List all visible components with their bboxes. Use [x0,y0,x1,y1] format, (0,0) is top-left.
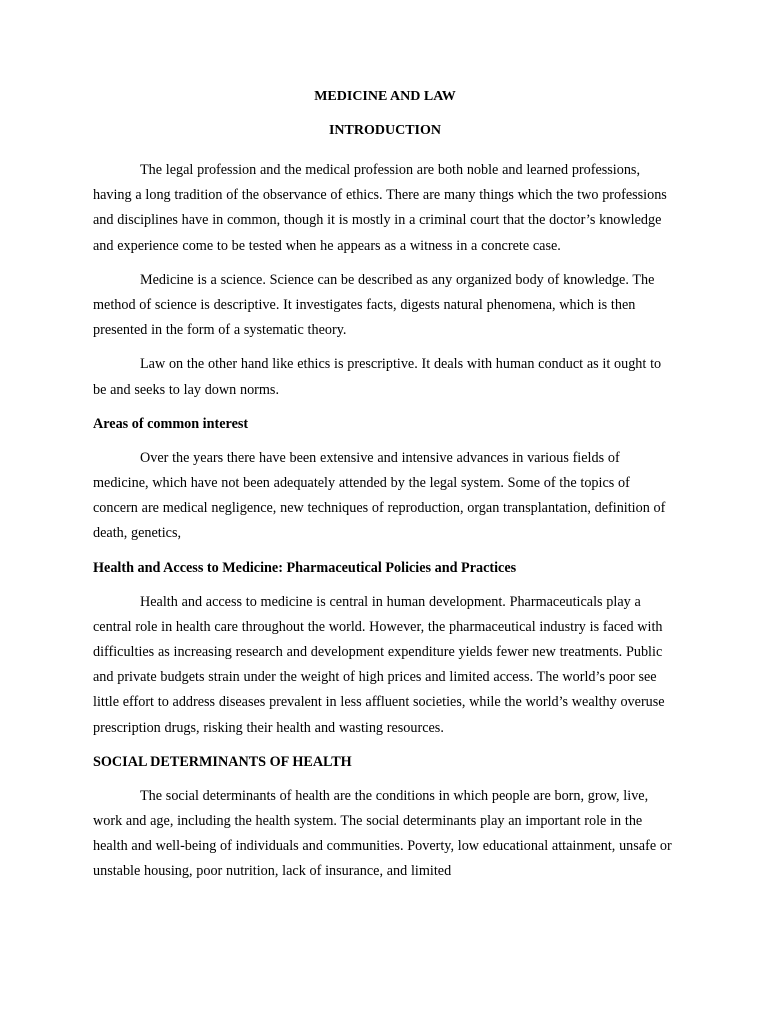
section-paragraph-social-determinants: The social determinants of health are the conditions in which people are born, grow, live, work and age, including the health system. The social determinants play an important role in the health and well-being of individuals and communities. Poverty, low educational attainment, unsafe or unstable housing, poor nutrition, lack of insurance, and limited [93,787,672,880]
document-subtitle: INTRODUCTION [328,123,441,138]
section-heading-social-determinants: SOCIAL DETERMINANTS OF HEALTH [93,753,352,770]
section-paragraph-access-to-medicine: Health and access to medicine is central in human development. Pharmaceuticals play a central role in health care throughout the world. However, the pharmaceutical industry is faced with difficulties as increasing research and development expenditure yields fewer new treatments. Public and private budgets strain under the weight of high prices and limited access. The world’s poor see little effort to address diseases prevalent in less affluent societies, while the world’s wealthy overuse prescription drugs, risking their health and wasting resources. [93,593,665,736]
intro-paragraph-3: Law on the other hand like ethics is prescriptive. It deals with human conduct as it ought to be and seeks to lay down norms. [93,356,662,398]
section-heading-access-to-medicine: Health and Access to Medicine: Pharmaceutical Policies and Practices [93,559,517,576]
document-page [93,88,677,894]
intro-paragraph-2: Medicine is a science. Science can be described as any organized body of knowledge. The method of science is descriptive. It investigates facts, digests natural phenomena, which is then presented in the form of a systematic theory. [93,271,655,339]
document-title: MEDICINE AND LAW [314,89,456,104]
section-heading-common-interest: Areas of common interest [93,415,249,432]
intro-paragraph-1: The legal profession and the medical profession are both noble and learned professions, having a long tradition of the observance of ethics. There are many things which the two professions and disciplines have in common, though it is mostly in a criminal court that the doctor’s knowledge and experience come to be tested when he appears as a witness in a concrete case. [93,162,667,254]
section-paragraph-common-interest: Over the years there have been extensive and intensive advances in various fields of medicine, which have not been adequately attended by the legal system. Some of the topics of concern are medical negligence, new techniques of reproduction, organ transplantation, definition of death, genetics, [93,449,666,542]
